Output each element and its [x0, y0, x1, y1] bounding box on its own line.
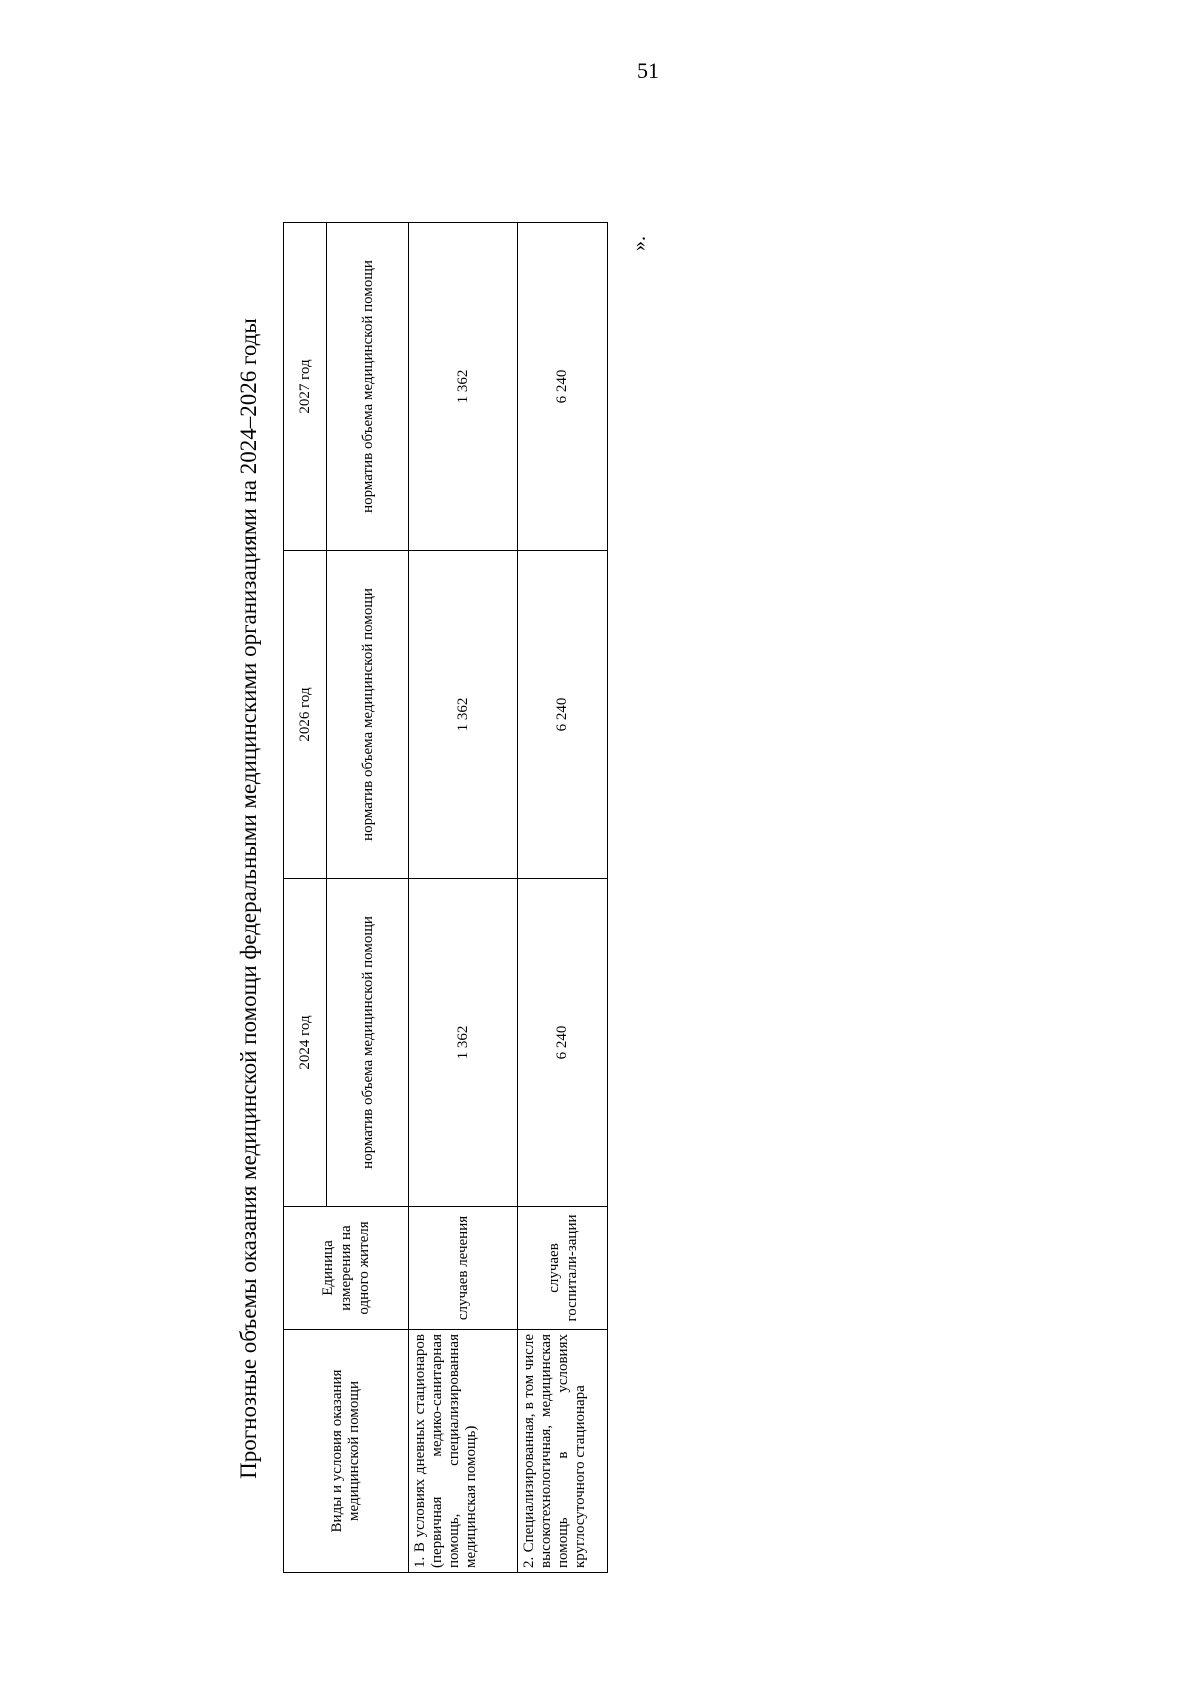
document-title: Прогнозные объемы оказания медицинской помощи федеральными медицинскими организациями на 2024–2026 годы — [236, 318, 261, 1479]
table-row — [518, 223, 608, 1573]
header-year-2024: 2024 год — [284, 879, 327, 1207]
row-unit: случаев лечения — [409, 1207, 518, 1330]
row-value-2027: 1 362 — [409, 223, 518, 551]
subheader-2027: норматив объема медицинской помощи — [327, 223, 409, 551]
row-value-2026: 6 240 — [518, 551, 608, 879]
row-unit: случаев госпитали-зации — [518, 1207, 608, 1330]
subheader-2024: норматив объема медицинской помощи — [327, 879, 409, 1207]
header-unit: Единица измерения на одного жителя — [284, 1207, 409, 1330]
subheader-2026: норматив объема медицинской помощи — [327, 551, 409, 879]
closing-quote: ». — [628, 236, 650, 251]
rotated-content — [233, 206, 693, 1591]
row-value-2024: 6 240 — [518, 879, 608, 1207]
row-kind: 1. В условиях дневных стационаров (первичная медико-санитарная помощь, специализированная медицинская помощь) — [409, 1330, 518, 1573]
page-number: 51 — [637, 58, 659, 83]
table-row — [409, 223, 518, 1573]
row-value-2027: 6 240 — [518, 223, 608, 551]
row-value-2026: 1 362 — [409, 551, 518, 879]
row-value-2024: 1 362 — [409, 879, 518, 1207]
row-kind: 2. Специализированная, в том числе высокотехнологичная, медицинская помощь в условиях круглосуточного стационара — [518, 1330, 608, 1573]
header-year-2026: 2026 год — [284, 551, 327, 879]
header-kind: Виды и условия оказания медицинской помощи — [284, 1330, 409, 1573]
table-header-row — [284, 223, 327, 1573]
forecast-table — [283, 222, 608, 1573]
header-year-2027: 2027 год — [284, 223, 327, 551]
